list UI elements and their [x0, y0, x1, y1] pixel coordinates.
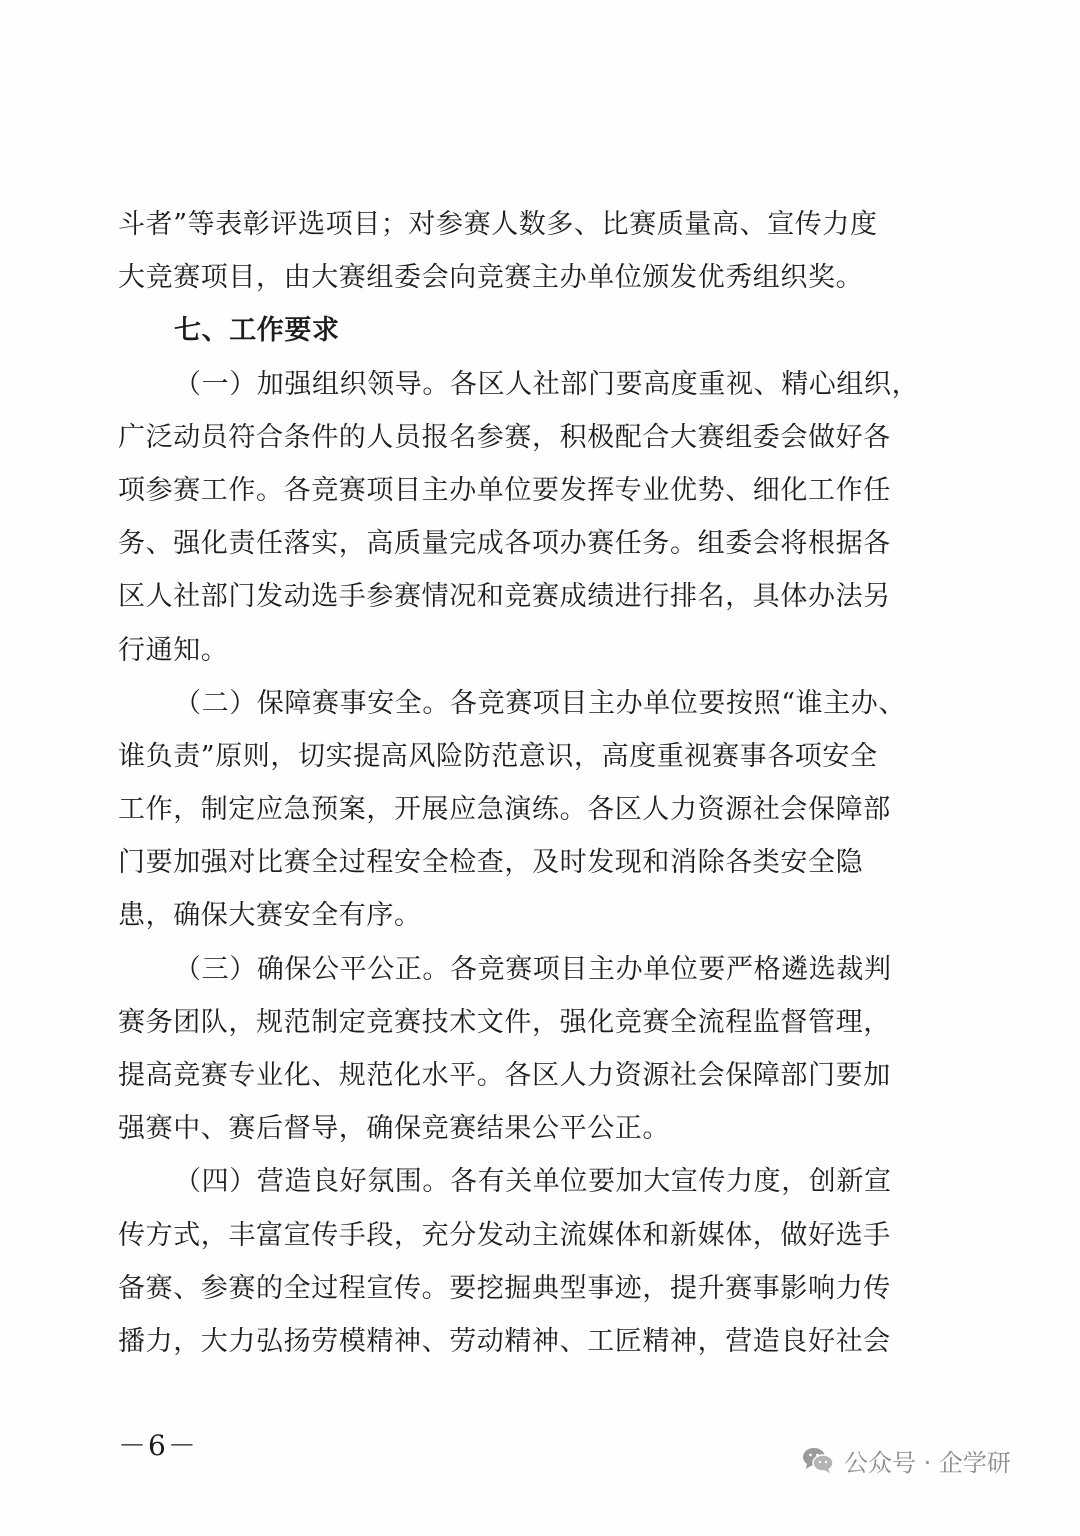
text-line: 务、强化责任落实，高质量完成各项办赛任务。组委会将根据各: [118, 528, 891, 560]
page-number: －6－: [118, 1429, 198, 1462]
text-line: 广泛动员符合条件的人员报名参赛，积极配合大赛组委会做好各: [118, 421, 891, 453]
text-line: 区人社部门发动选手参赛情况和竞赛成绩进行排名，具体办法另: [118, 581, 891, 613]
text-line: 大竞赛项目，由大赛组委会向竞赛主办单位颁发优秀组织奖。: [118, 262, 864, 294]
paragraph-start: （二）保障赛事安全。各竞赛项目主办单位要按照“谁主办、: [174, 687, 907, 719]
watermark-text: 公众号 · 企学研: [844, 1448, 1011, 1477]
text-line: 赛务团队，规范制定竞赛技术文件，强化竞赛全流程监督管理，: [118, 1006, 891, 1038]
paragraph-start: （三）确保公平公正。各竞赛项目主办单位要严格遴选裁判: [174, 953, 892, 985]
text-line: 项参赛工作。各竞赛项目主办单位要发挥专业优势、细化工作任: [118, 474, 891, 506]
text-line: 播力，大力弘扬劳模精神、劳动精神、工匠精神，营造良好社会: [118, 1325, 891, 1357]
text-line: 患，确保大赛安全有序。: [118, 900, 422, 932]
document-body: [118, 198, 928, 1368]
text-line: 门要加强对比赛全过程安全检查，及时发现和消除各类安全隐: [118, 847, 864, 879]
wechat-watermark: [802, 1440, 1011, 1480]
paragraph-start: （四）营造良好氛围。各有关单位要加大宣传力度，创新宣: [174, 1166, 892, 1198]
text-line: 行通知。: [118, 634, 229, 666]
text-line: 备赛、参赛的全过程宣传。要挖掘典型事迹，提升赛事影响力传: [118, 1272, 891, 1304]
text-line: 传方式，丰富宣传手段，充分发动主流媒体和新媒体，做好选手: [118, 1219, 891, 1251]
section-heading: 七、工作要求: [174, 315, 340, 347]
text-line: 提高竞赛专业化、规范化水平。各区人力资源社会保障部门要加: [118, 1060, 891, 1091]
paragraph-start: （一）加强组织领导。各区人社部门要高度重视、精心组织，: [174, 368, 920, 400]
text-line: 强赛中、赛后督导，确保竞赛结果公平公正。: [118, 1113, 670, 1145]
text-line: 谁负责”原则，切实提高风险防范意识，高度重视赛事各项安全: [118, 740, 878, 772]
text-line: 斗者”等表彰评选项目；对参赛人数多、比赛质量高、宣传力度: [118, 209, 878, 240]
wechat-icon: [802, 1446, 834, 1474]
text-line: 工作，制定应急预案，开展应急演练。各区人力资源社会保障部: [118, 794, 891, 826]
